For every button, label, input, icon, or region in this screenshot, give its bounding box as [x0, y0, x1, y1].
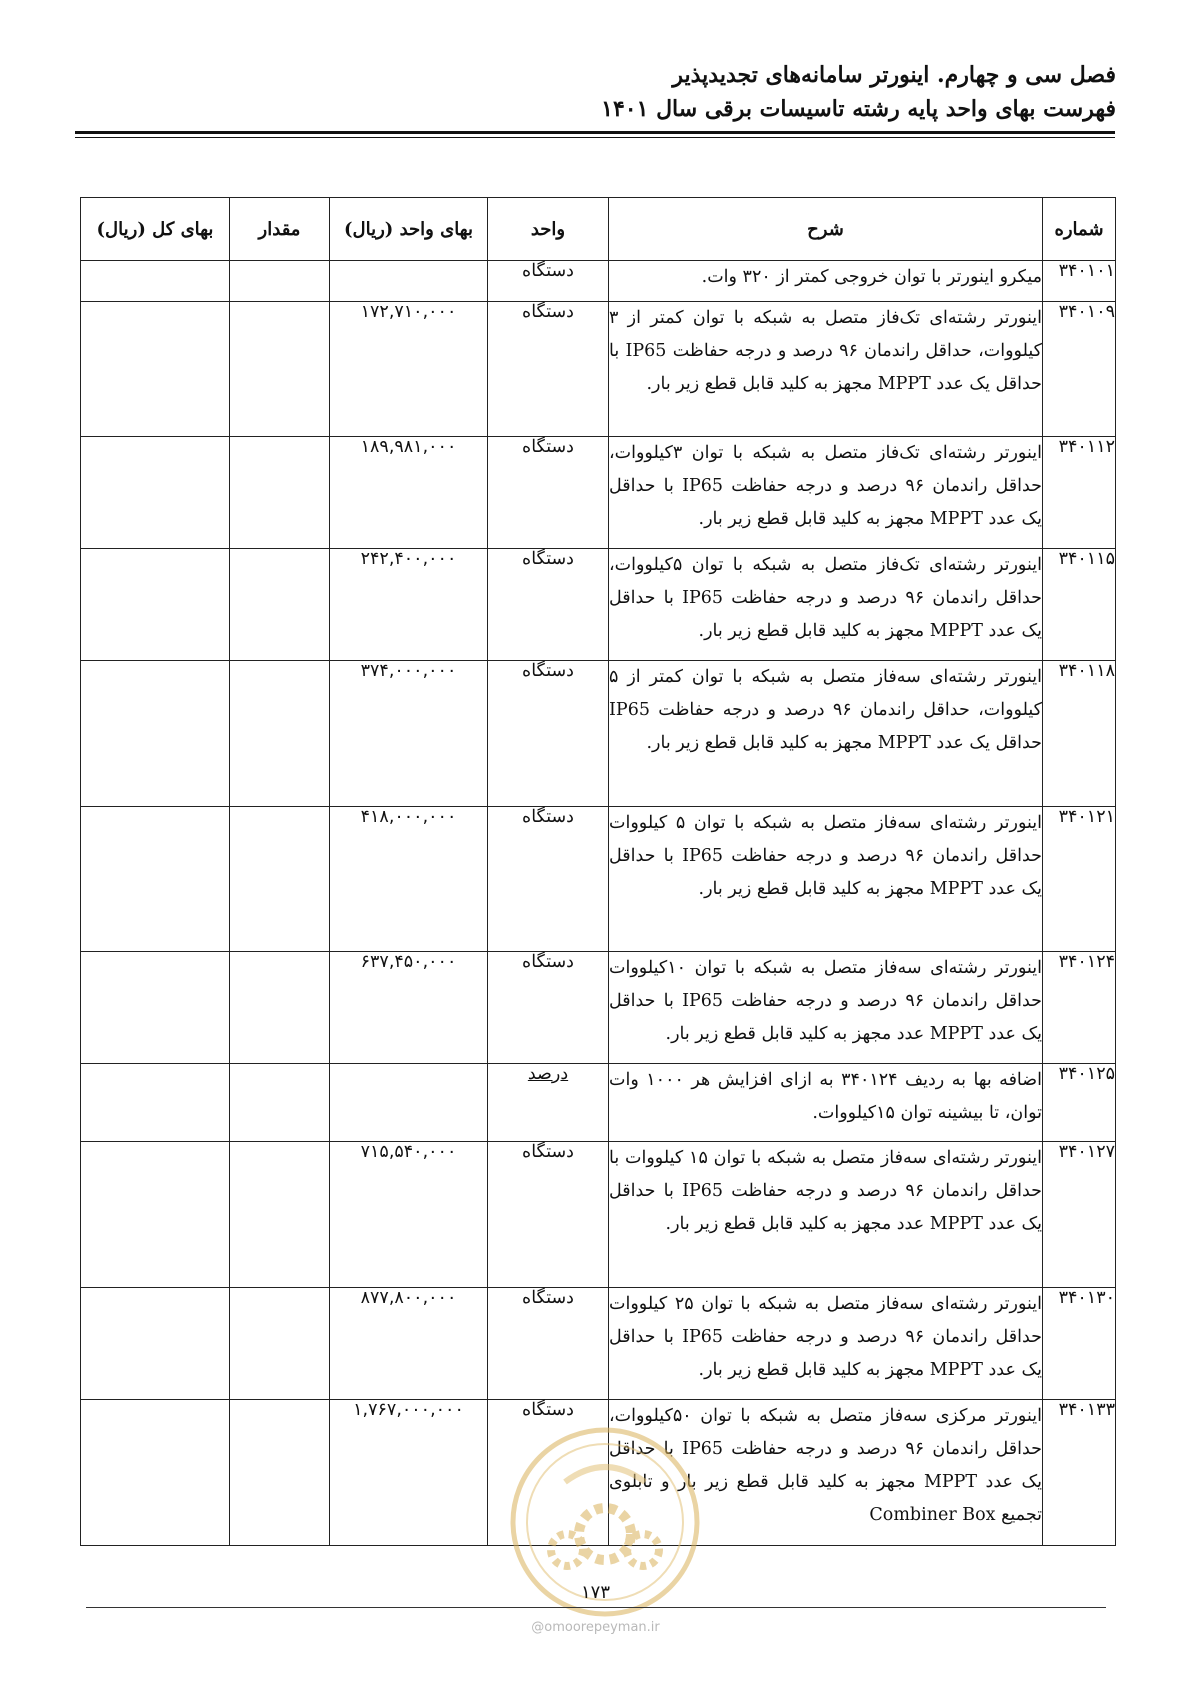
item-qty [230, 302, 330, 437]
item-qty [230, 437, 330, 549]
item-qty [230, 1288, 330, 1400]
header-rule-thin [75, 137, 1115, 138]
table-row [81, 1288, 1116, 1400]
table-row [81, 261, 1116, 302]
price-table [80, 197, 1116, 1546]
item-unit-price: ۳۷۴,۰۰۰,۰۰۰ [330, 661, 488, 807]
column-header-unit-price: بهای واحد (ریال) [330, 198, 488, 261]
item-unit-price: ۲۴۲,۴۰۰,۰۰۰ [330, 549, 488, 661]
item-unit-price: ۸۷۷,۸۰۰,۰۰۰ [330, 1288, 488, 1400]
footer-rule [86, 1607, 1106, 1608]
item-description: اینورتر رشته‌ای سه‌فاز متصل به شبکه با توان ۱۵ کیلووات با حداقل راندمان ۹۶ درصد و درجه حفاظت IP65 با حداقل یک عدد MPPT عدد مجهز به کلید قابل قطع زیر بار. [609, 1142, 1043, 1288]
item-description: اینورتر رشته‌ای سه‌فاز متصل به شبکه با توان ۱۰کیلووات حداقل راندمان ۹۶ درصد و درجه حفاظت IP65 با حداقل یک عدد MPPT عدد مجهز به کلید قابل قطع زیر بار. [609, 952, 1043, 1064]
item-description: اینورتر رشته‌ای سه‌فاز متصل به شبکه با توان کمتر از ۵ کیلووات، حداقل راندمان ۹۶ درصد و درجه حفاظت IP65 حداقل یک عدد MPPT مجهز به کلید قابل قطع زیر بار. [609, 661, 1043, 807]
item-total [81, 952, 230, 1064]
item-code: ۳۴۰۱۲۵ [1043, 1064, 1116, 1142]
item-unit-price: ۴۱۸,۰۰۰,۰۰۰ [330, 807, 488, 952]
item-description: اینورتر رشته‌ای سه‌فاز متصل به شبکه با توان ۵ کیلووات حداقل راندمان ۹۶ درصد و درجه حفاظت IP65 با حداقل یک عدد MPPT مجهز به کلید قابل قطع زیر بار. [609, 807, 1043, 952]
item-code: ۳۴۰۱۱۲ [1043, 437, 1116, 549]
item-unit: دستگاه [488, 807, 609, 952]
item-total [81, 1142, 230, 1288]
item-unit: دستگاه [488, 952, 609, 1064]
item-total [81, 437, 230, 549]
chapter-title: فصل سی و چهارم. اینورتر سامانه‌های تجدیدپذیر [672, 62, 1116, 88]
item-qty [230, 1142, 330, 1288]
table-header-row [81, 198, 1116, 261]
item-unit-price: ۱,۷۶۷,۰۰۰,۰۰۰ [330, 1400, 488, 1546]
table-row [81, 437, 1116, 549]
item-code: ۳۴۰۱۰۱ [1043, 261, 1116, 302]
column-header-qty: مقدار [230, 198, 330, 261]
item-unit: دستگاه [488, 437, 609, 549]
table-row [81, 549, 1116, 661]
item-description: اینورتر رشته‌ای تک‌فاز متصل به شبکه با توان ۵کیلووات، حداقل راندمان ۹۶ درصد و درجه حفاظت IP65 با حداقل یک عدد MPPT مجهز به کلید قابل قطع زیر بار. [609, 549, 1043, 661]
item-code: ۳۴۰۱۲۴ [1043, 952, 1116, 1064]
column-header-unit: واحد [488, 198, 609, 261]
item-description: اضافه بها به ردیف ۳۴۰۱۲۴ به ازای افزایش هر ۱۰۰۰ وات توان، تا بیشینه توان ۱۵کیلووات. [609, 1064, 1043, 1142]
item-total [81, 302, 230, 437]
item-unit-price: ۶۳۷,۴۵۰,۰۰۰ [330, 952, 488, 1064]
item-code: ۳۴۰۱۱۸ [1043, 661, 1116, 807]
item-description: میکرو اینورتر با توان خروجی کمتر از ۳۲۰ وات. [609, 261, 1043, 302]
item-total [81, 661, 230, 807]
item-qty [230, 1064, 330, 1142]
table-row [81, 302, 1116, 437]
item-unit-price [330, 261, 488, 302]
item-description: اینورتر رشته‌ای سه‌فاز متصل به شبکه با توان ۲۵ کیلووات حداقل راندمان ۹۶ درصد و درجه حفاظت IP65 با حداقل یک عدد MPPT مجهز به کلید قابل قطع زیر بار. [609, 1288, 1043, 1400]
item-unit-price: ۱۷۲,۷۱۰,۰۰۰ [330, 302, 488, 437]
item-unit: دستگاه [488, 302, 609, 437]
column-header-total: بهای کل (ریال) [81, 198, 230, 261]
item-unit-price: ۷۱۵,۵۴۰,۰۰۰ [330, 1142, 488, 1288]
item-code: ۳۴۰۱۳۰ [1043, 1288, 1116, 1400]
column-header-desc: شرح [609, 198, 1043, 261]
item-unit [488, 1064, 609, 1142]
item-total [81, 1400, 230, 1546]
watermark-text: @omoorepeyman.ir [531, 1620, 660, 1635]
column-header-code: شماره [1043, 198, 1116, 261]
item-total [81, 807, 230, 952]
item-code: ۳۴۰۱۱۵ [1043, 549, 1116, 661]
item-qty [230, 807, 330, 952]
item-total [81, 549, 230, 661]
item-code: ۳۴۰۱۳۳ [1043, 1400, 1116, 1546]
item-total [81, 1064, 230, 1142]
item-unit-price [330, 1064, 488, 1142]
table-row [81, 1064, 1116, 1142]
table-row [81, 661, 1116, 807]
item-qty [230, 952, 330, 1064]
item-code: ۳۴۰۱۲۷ [1043, 1142, 1116, 1288]
item-description: اینورتر مرکزی سه‌فاز متصل به شبکه با توان ۵۰کیلووات، حداقل راندمان ۹۶ درصد و درجه حفاظت IP65 با حداقل یک عدد MPPT مجهز به کلید قابل قطع زیر بار و تابلوی تجمیع Combiner Box [609, 1400, 1043, 1546]
item-code: ۳۴۰۱۲۱ [1043, 807, 1116, 952]
item-code: ۳۴۰۱۰۹ [1043, 302, 1116, 437]
page-header [76, 58, 1116, 126]
item-unit: دستگاه [488, 549, 609, 661]
item-qty [230, 1400, 330, 1546]
table-row [81, 807, 1116, 952]
item-unit-price: ۱۸۹,۹۸۱,۰۰۰ [330, 437, 488, 549]
table-row [81, 1142, 1116, 1288]
item-total [81, 261, 230, 302]
item-unit: دستگاه [488, 1288, 609, 1400]
page-number: ۱۷۳ [580, 1582, 610, 1603]
item-unit: دستگاه [488, 1142, 609, 1288]
item-qty [230, 549, 330, 661]
item-description: اینورتر رشته‌ای تک‌فاز متصل به شبکه با توان کمتر از ۳ کیلووات، حداقل راندمان ۹۶ درصد و درجه حفاظت IP65 با حداقل یک عدد MPPT مجهز به کلید قابل قطع زیر بار. [609, 302, 1043, 437]
item-description: اینورتر رشته‌ای تک‌فاز متصل به شبکه با توان ۳کیلووات، حداقل راندمان ۹۶ درصد و درجه حفاظت IP65 با حداقل یک عدد MPPT مجهز به کلید قابل قطع زیر بار. [609, 437, 1043, 549]
document-title: فهرست بهای واحد پایه رشته تاسیسات برقی سال ۱۴۰۱ [601, 96, 1116, 122]
item-qty [230, 261, 330, 302]
item-unit: دستگاه [488, 1400, 609, 1546]
item-total [81, 1288, 230, 1400]
item-unit: دستگاه [488, 261, 609, 302]
item-unit-text: درصد [527, 1064, 569, 1084]
item-unit: دستگاه [488, 661, 609, 807]
table-row [81, 952, 1116, 1064]
item-qty [230, 661, 330, 807]
header-rule-thick [75, 131, 1115, 134]
